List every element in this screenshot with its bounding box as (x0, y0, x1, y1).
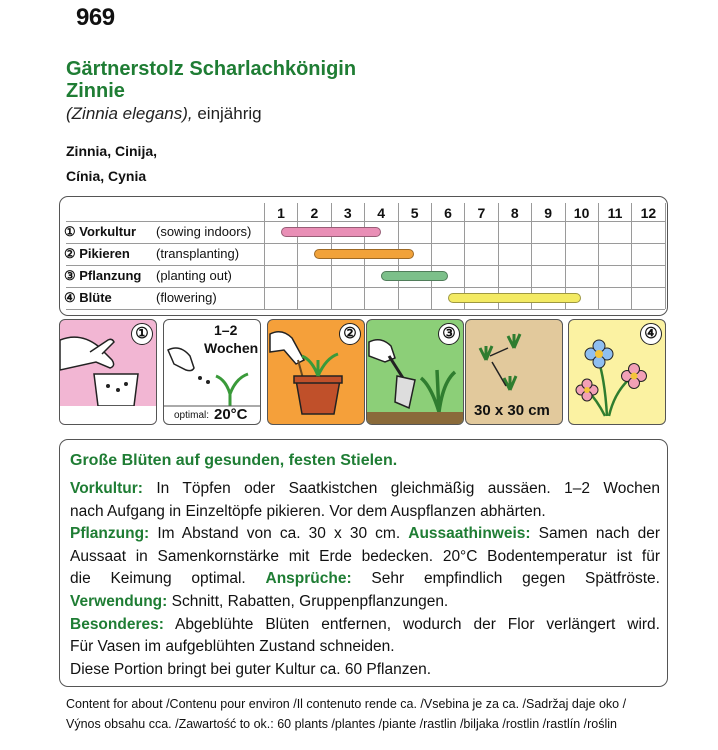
text-keimung: die Keimung optimal. (70, 570, 266, 588)
calendar-row-english: (planting out) (156, 268, 232, 283)
instructions-line-2: nach Aufgang in Einzeltöpfe pikieren. Vor dem Auspflanzen abhärten. (70, 502, 546, 520)
latin-name (66, 104, 262, 124)
step-badge-3: ③ (438, 323, 460, 345)
calendar-bar (448, 293, 582, 303)
pictogram-sowing (59, 319, 157, 425)
foreign-names-line-1: Zinnia, Cinija, (66, 143, 158, 159)
optimal-temperature: 20°C (214, 406, 248, 423)
growing-instructions-box (59, 439, 668, 687)
lifecycle: einjährig (192, 104, 262, 123)
calendar-row-label: ② Pikieren (transplanting) (64, 246, 240, 261)
product-code: 969 (76, 4, 115, 31)
plant-spacing-label: 30 x 30 cm (474, 402, 550, 419)
label-aussaathinweis: Aussaathinweis: (408, 525, 531, 543)
content-line-1: Content for about /Contenu pour environ /Il contenuto rende ca. /Vsebina je za ca. /Sadržaj daje oko / (66, 697, 627, 711)
calendar-bar (281, 227, 381, 237)
optimal-label: optimal: (174, 410, 210, 421)
calendar-month-9: 9 (544, 205, 553, 221)
calendar-month-12: 12 (640, 205, 657, 221)
label-ansprueche: Ansprüche: (265, 570, 352, 588)
instructions-line-3 (70, 523, 660, 546)
calendar-row-english: (transplanting) (156, 246, 240, 261)
calendar-gridline-h (66, 221, 665, 222)
calendar-month-1: 1 (277, 205, 285, 221)
foreign-names-line-2: Cínia, Cynia (66, 168, 147, 184)
calendar-month-4: 4 (377, 205, 386, 221)
calendar-row-label: ③ Pflanzung (planting out) (64, 268, 232, 283)
text-besonderes: Abgeblühte Blüten entfernen, wodurch der Flor verlängert wird. (163, 615, 660, 633)
text-ansprueche: Sehr empfindlich gegen Spätfröste. (351, 570, 660, 588)
calendar-month-5: 5 (410, 205, 419, 221)
germination-time-unit: Wochen (204, 340, 259, 356)
pictogram-spacing (465, 319, 563, 425)
calendar-row-english: (flowering) (156, 290, 217, 305)
calendar-month-8: 8 (510, 205, 519, 221)
instructions-headline: Große Blüten auf gesunden, festen Stielen. (70, 452, 398, 469)
text-verwendung: Schnitt, Rabatten, Gruppenpflanzungen. (167, 592, 449, 610)
label-besonderes: Besonderes: (70, 615, 164, 633)
calendar-gridline-h (66, 309, 665, 310)
step-badge-1: ① (131, 323, 153, 345)
pictogram-germination (163, 319, 261, 425)
instructions-line-9: Diese Portion bringt bei guter Kultur ca. 60 Pflanzen. (70, 660, 432, 678)
step-badge-2: ② (339, 323, 361, 345)
instructions-body (70, 478, 660, 681)
instructions-line-4: Aussaat in Samenkornstärke mit Erde bedecken. 20°C Bodentemperatur ist für (70, 547, 660, 565)
calendar-row-label: ① Vorkultur (sowing indoors) (64, 224, 252, 239)
calendar-bar (314, 249, 414, 259)
instructions-line-5 (70, 568, 660, 591)
calendar-row-english: (sowing indoors) (156, 224, 252, 239)
calendar-gridline-h (66, 243, 665, 244)
label-vorkultur: Vorkultur: (70, 480, 143, 497)
calendar-month-10: 10 (573, 205, 590, 221)
instructions-line-1 (70, 478, 660, 501)
calendar-month-3: 3 (343, 205, 352, 221)
sowing-calendar (59, 196, 668, 316)
step-badge-4: ④ (640, 323, 662, 345)
calendar-month-7: 7 (477, 205, 486, 221)
pictogram-transplanting (267, 319, 365, 425)
instructions-line-6 (70, 591, 660, 614)
label-verwendung: Verwendung: (70, 592, 168, 610)
content-line-2: Výnos obsahu cca. /Zawartość to ok.: 60 plants /plantes /piante /rastlin /biljaka /rostlin /rastlín /roślin (66, 717, 617, 731)
instructions-line-7 (70, 614, 660, 637)
calendar-gridline-h (66, 287, 665, 288)
calendar-gridline-h (66, 265, 665, 266)
calendar-month-11: 11 (607, 205, 623, 221)
calendar-month-6: 6 (444, 205, 452, 221)
calendar-row-label: ④ Blüte (flowering) (64, 290, 217, 305)
text-aussaathinweis: Samen nach der (530, 525, 660, 543)
pictogram-planting-out (366, 319, 464, 425)
calendar-bar (381, 271, 448, 281)
product-title: Gärtnerstolz Scharlachkönigin (66, 58, 357, 80)
pictogram-flowering (568, 319, 666, 425)
text-pflanzung: Im Abstand von ca. 30 x 30 cm. (149, 525, 409, 543)
text-vorkultur: In Töpfen oder Saatkistchen gleichmäßig aussäen. 1–2 Wochen (142, 480, 660, 497)
label-pflanzung: Pflanzung: (70, 525, 150, 543)
instructions-line-8: Für Vasen im aufgeblühten Zustand schneiden. (70, 638, 395, 656)
germination-time-range: 1–2 (214, 322, 238, 338)
calendar-month-2: 2 (310, 205, 319, 221)
product-subtitle: Zinnie (66, 80, 125, 102)
latin-species: (Zinnia elegans), (66, 104, 193, 123)
